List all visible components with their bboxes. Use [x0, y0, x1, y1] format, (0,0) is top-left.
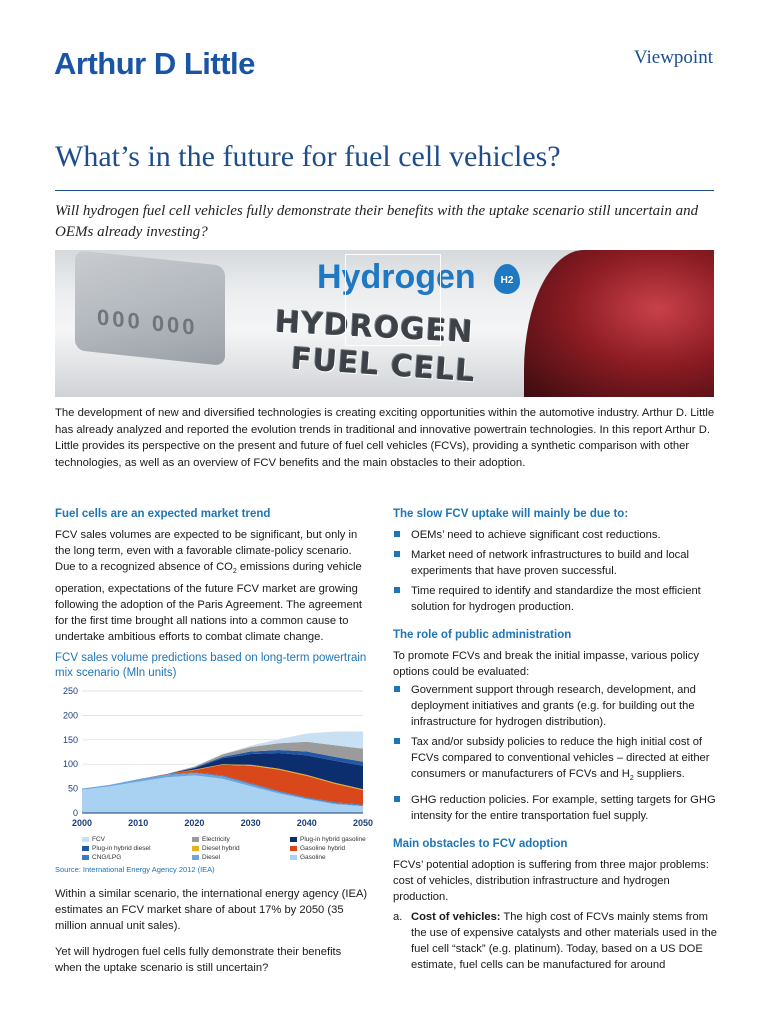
co2-subscript: 2	[232, 568, 237, 576]
legend-item	[82, 845, 192, 852]
list-item	[393, 583, 717, 615]
iea-paragraph: Within a similar scenario, the international energy agency (IEA) estimates an FCV market share of about 17% by 2050 (35 million annual unit sales).	[55, 887, 368, 933]
x-tick-label: 2020	[184, 817, 205, 828]
h2-subscript: 2	[629, 775, 634, 783]
list-item	[393, 734, 717, 787]
section-heading-market-trend: Fuel cells are an expected market trend	[55, 508, 271, 520]
legend-item	[290, 845, 400, 852]
legend-swatch	[192, 837, 199, 842]
legend-item	[192, 845, 290, 852]
legend-item	[192, 836, 290, 843]
section-heading-slow-uptake: The slow FCV uptake will mainly be due to:	[393, 508, 629, 520]
square-bullet-icon	[394, 796, 400, 802]
list-item-text: OEMs’ need to achieve significant cost reductions.	[411, 529, 661, 541]
list-item	[393, 682, 717, 730]
square-bullet-icon	[394, 738, 400, 744]
legend-item	[82, 836, 192, 843]
section-heading-obstacles: Main obstacles to FCV adoption	[393, 837, 568, 850]
sales-volume-chart	[55, 683, 374, 833]
list-item-text: Time required to identify and standardize the most efficient solution for hydrogen production.	[411, 585, 701, 613]
public-admin-paragraph: To promote FCVs and break the initial impasse, various policy options could be evaluated:	[393, 650, 699, 679]
plate-text: 000 000	[97, 304, 198, 340]
legend-label: Plug-in hybrid diesel	[92, 844, 151, 852]
y-tick-label: 150	[62, 734, 78, 745]
highlight-frame	[345, 254, 441, 346]
hero-image	[55, 250, 714, 397]
legend-label: Plug-in hybrid gasoline	[300, 835, 366, 843]
list-item-text: GHG reduction policies. For example, setting targets for GHG intensity for the entire transportation fuel supply.	[411, 793, 716, 822]
x-tick-label: 2040	[296, 817, 317, 828]
section-label: Viewpoint	[633, 47, 713, 68]
obstacles-paragraph: FCVs’ potential adoption is suffering from three major problems: cost of vehicles, distribution infrastructure and hydrogen production.	[393, 858, 709, 904]
license-plate	[75, 250, 225, 366]
legend-swatch	[290, 837, 297, 842]
badge-line-1: HYDROGEN	[274, 304, 475, 351]
y-tick-label: 250	[62, 685, 78, 696]
x-tick-label: 2010	[128, 817, 149, 828]
legend-item	[290, 854, 400, 861]
question-paragraph: Yet will hydrogen fuel cells fully demonstrate their benefits when the uptake scenario is still uncertain?	[55, 946, 342, 975]
market-trend-paragraph	[55, 527, 370, 646]
list-item	[393, 547, 717, 579]
square-bullet-icon	[394, 686, 400, 692]
square-bullet-icon	[394, 587, 400, 593]
legend-label: Gasoline	[300, 853, 326, 861]
list-marker: a.	[393, 911, 403, 924]
legend-label: Diesel hybrid	[202, 844, 240, 852]
badge-line-2: FUEL CELL	[290, 341, 477, 390]
list-item	[393, 527, 717, 543]
title-divider	[55, 190, 714, 191]
legend-swatch	[192, 846, 199, 851]
y-tick-label: 200	[62, 710, 78, 721]
list-item	[393, 909, 717, 973]
x-tick-label: 2050	[352, 817, 374, 828]
legend-swatch	[290, 846, 297, 851]
legend-label: Diesel	[202, 853, 221, 861]
chart-source: Source: International Energy Agency 2012 (IEA)	[55, 864, 215, 874]
list-item-bold: Cost of vehicles:	[411, 911, 501, 924]
policy-options-list	[393, 682, 717, 823]
section-heading-public-admin: The role of public administration	[393, 629, 572, 641]
chart-title: FCV sales volume predictions based on long-term powertrain mix scenario (Mln units)	[55, 651, 367, 679]
list-item-text: Government support through research, development, and deployment initiatives and grants (e.g. for building out the infrastructure for hydrogen distribution).	[411, 684, 696, 729]
legend-swatch	[290, 855, 297, 860]
intro-paragraph: The development of new and diversified technologies is creating exciting opportunities within the automotive industry. Arthur D. Little has already analyzed and reported the evolution trends in traditional and innovative powertrain technologies. In this report Arthur D. Little provides its perspective on the present and future of fuel cell vehicles (FCVs), providing a synthetic comparison with other technologies, as well as an overview of FCV benefits and the main obstacles to their adoption.	[55, 407, 715, 469]
obstacles-list	[393, 909, 717, 973]
company-logo: Arthur D Little	[54, 46, 255, 81]
page-title: What’s in the future for fuel cell vehicles?	[55, 140, 561, 173]
y-tick-label: 50	[67, 783, 78, 794]
legend-swatch	[82, 837, 89, 842]
market-trend-text-b: emissions during vehicle operation, expectations of the future FCV market are growing following the adoption of the Paris Agreement. The agreement for the first time brought all nations into a common cause to undertake ambitious efforts to combat climate change.	[55, 561, 363, 644]
square-bullet-icon	[394, 531, 400, 537]
legend-label: FCV	[92, 835, 105, 843]
legend-swatch	[192, 855, 199, 860]
x-tick-label: 2030	[240, 817, 261, 828]
legend-item	[82, 854, 192, 861]
legend-label: CNG/LPG	[92, 853, 122, 861]
list-item	[393, 792, 717, 824]
chart-legend	[82, 836, 370, 861]
legend-item	[192, 854, 290, 861]
list-item-text: Market need of network infrastructures to build and local experiments that have proven successful.	[411, 549, 689, 577]
page-subtitle: Will hydrogen fuel cell vehicles fully demonstrate their benefits with the uptake scenario still uncertain and OEMs already investing?	[55, 203, 699, 240]
hydrogen-label: Hydrogen	[317, 258, 476, 296]
legend-swatch	[82, 846, 89, 851]
square-bullet-icon	[394, 551, 400, 557]
h2-drop-icon: H2	[494, 264, 520, 294]
list-item-text-a: Tax and/or subsidy policies to reduce the high initial cost of FCVs compared to conventional vehicles – directed at either consumers or manufacturers of FCVs and H	[411, 736, 710, 781]
tail-light	[524, 250, 714, 397]
legend-label: Electricity	[202, 835, 230, 843]
list-item-text: The high cost of FCVs mainly stems from the use of expensive catalysts and other materials used in the fuel cell “stack” (e.g. platinum). Today, based on a US DOE estimate, fuel cells can be manufactured for around	[411, 911, 717, 972]
legend-item	[290, 836, 400, 843]
market-trend-text-a: FCV sales volumes are expected to be significant, but only in the long term, even with a favorable climate-policy scenario. Due to a recognized absence of CO	[55, 529, 358, 574]
legend-swatch	[82, 855, 89, 860]
legend-label: Gasoline hybrid	[300, 844, 346, 852]
list-item-text-b: suppliers.	[633, 768, 685, 781]
right-column	[393, 508, 717, 973]
left-column	[55, 508, 374, 977]
slow-uptake-list	[393, 527, 717, 615]
y-tick-label: 100	[62, 758, 78, 769]
y-tick-label: 0	[72, 807, 78, 818]
x-tick-label: 2000	[71, 817, 93, 828]
